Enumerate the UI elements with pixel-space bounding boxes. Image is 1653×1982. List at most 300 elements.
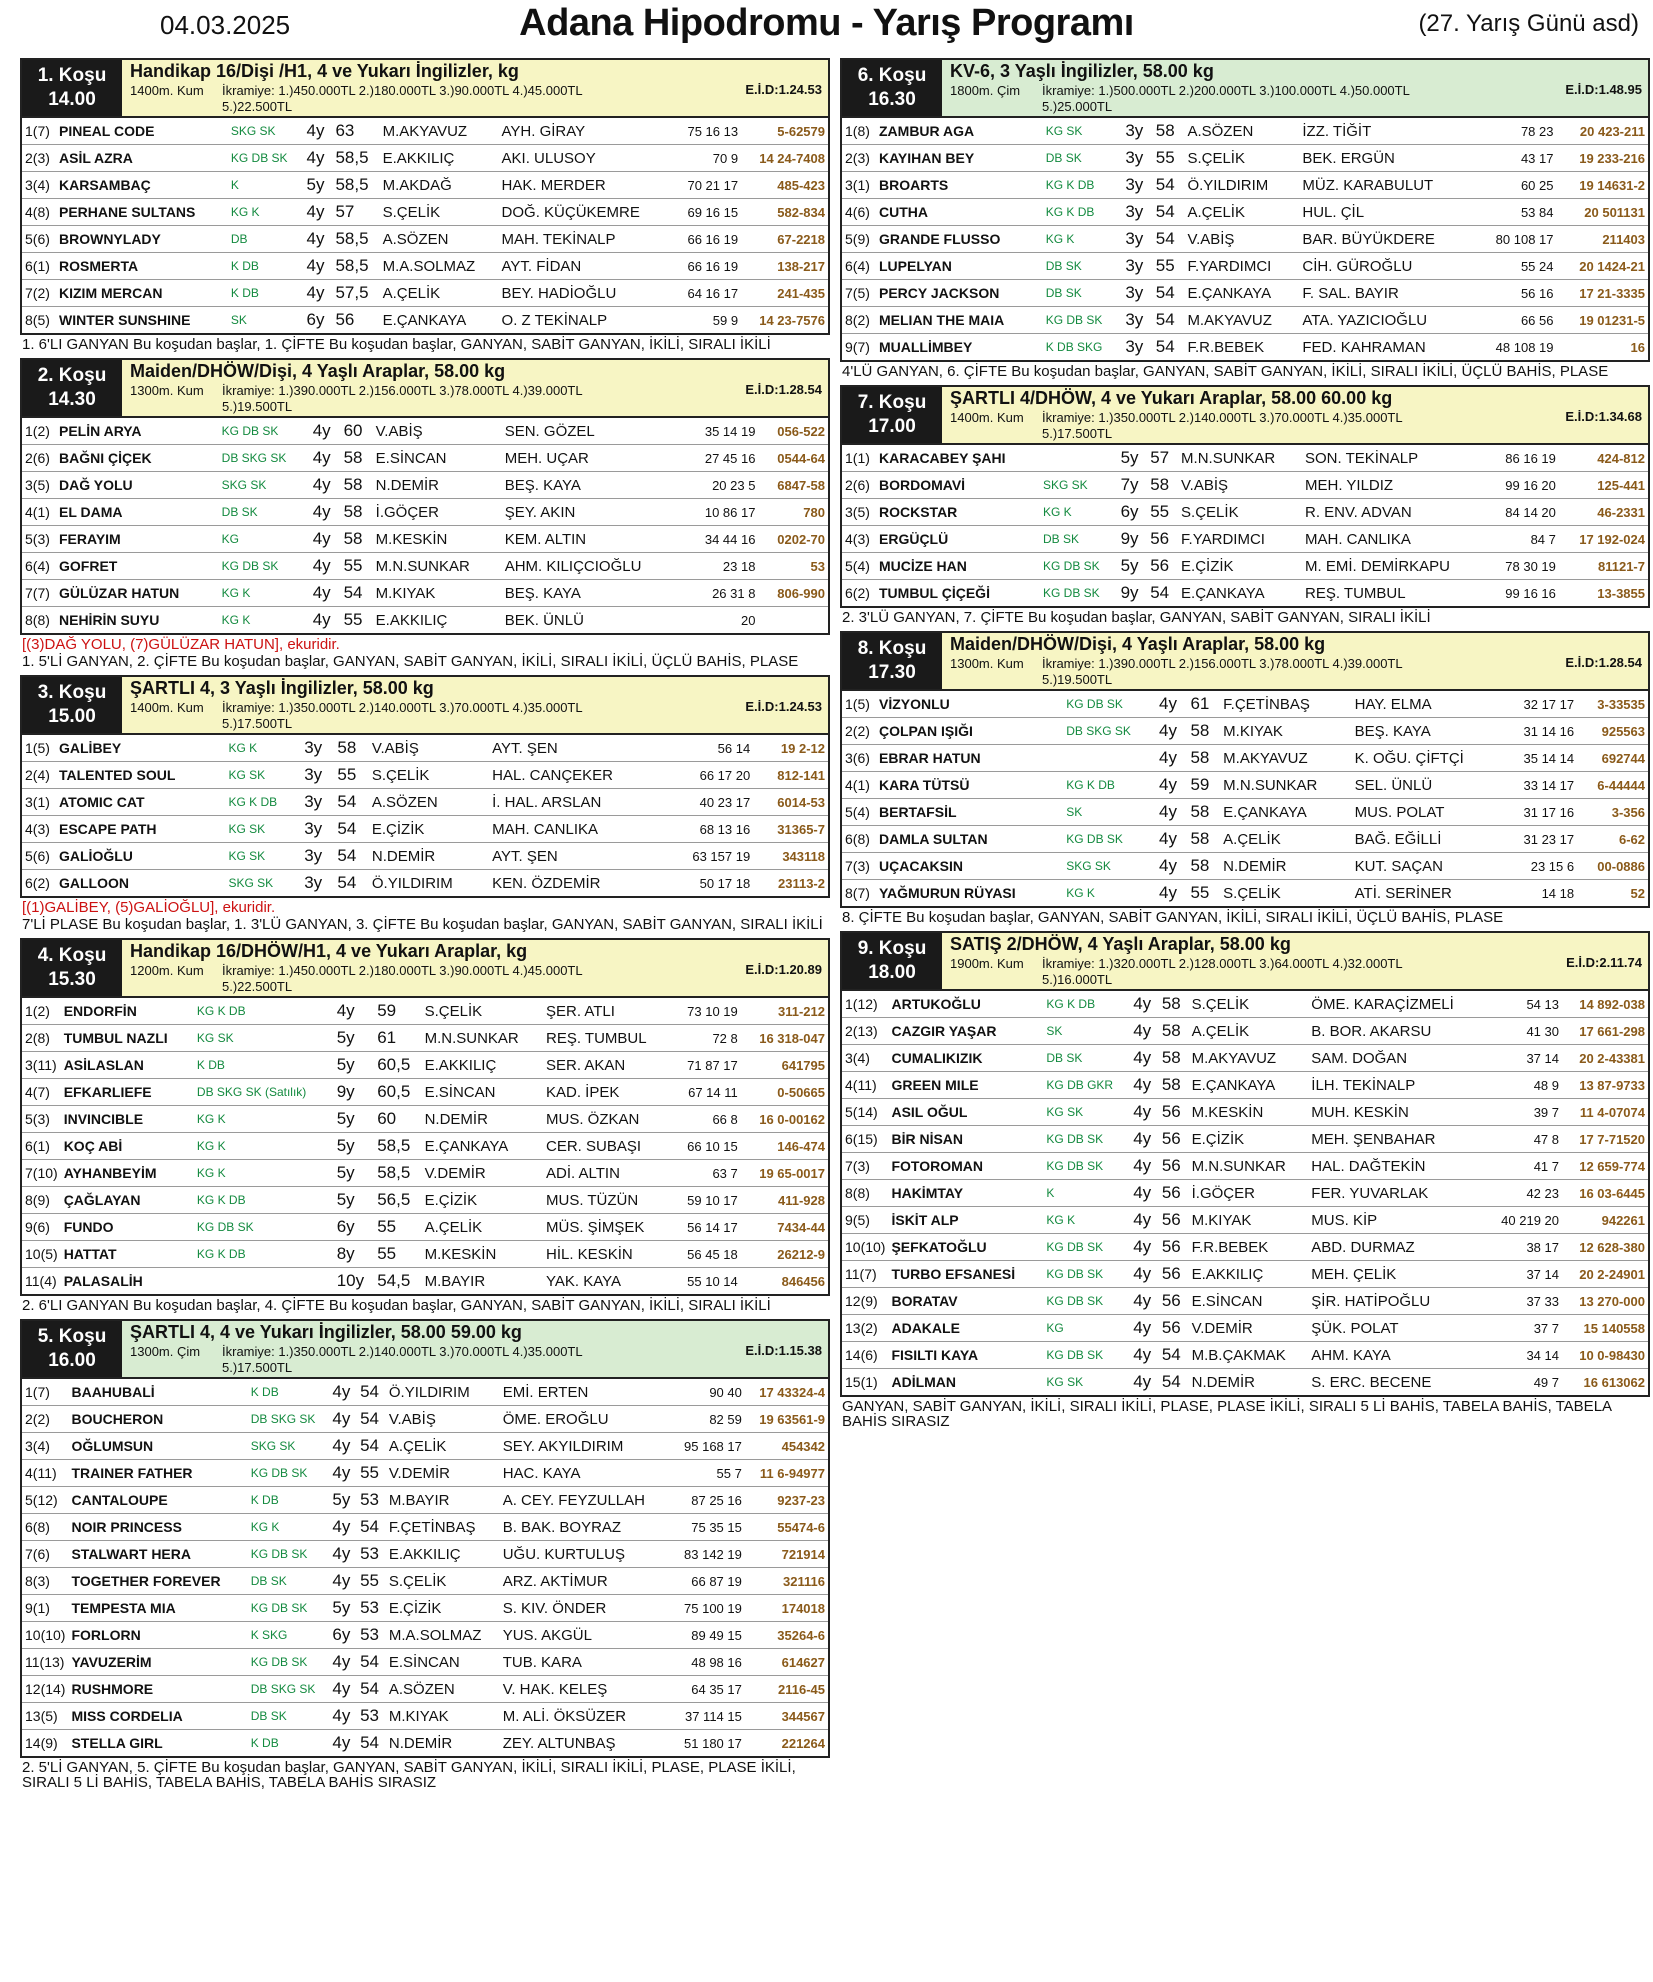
horse-age: 3y — [1122, 172, 1152, 199]
horse-equipment: KG DB SK — [1043, 307, 1123, 334]
race-number-box — [842, 633, 942, 689]
horse-form: 321116 — [745, 1568, 829, 1595]
horse-stats: 90 40 — [671, 1379, 745, 1406]
horse-name: NOIR PRINCESS — [68, 1514, 247, 1541]
horse-number: 6(1) — [21, 253, 56, 280]
horse-form: 6847-58 — [758, 472, 829, 499]
horse-number: 8(5) — [21, 307, 56, 335]
race-number-box — [842, 387, 942, 443]
horse-number: 7(7) — [21, 580, 56, 607]
horse-age: 4y — [310, 553, 341, 580]
horse-stats: 37 33 — [1486, 1288, 1562, 1315]
horse-table — [20, 418, 830, 635]
horse-age: 3y — [301, 816, 334, 843]
jockey-name: A.SÖZEN — [369, 789, 489, 816]
horse-form: 138-217 — [741, 253, 829, 280]
horse-stats: 41 30 — [1486, 1018, 1562, 1045]
jockey-name: E.ÇANKAYA — [1184, 280, 1299, 307]
horse-weight: 58 — [341, 499, 373, 526]
jockey-name: E.AKKILIÇ — [373, 607, 502, 635]
horse-weight: 54 — [334, 870, 369, 898]
race-time: 17.00 — [868, 416, 916, 437]
jockey-name: N.DEMİR — [369, 843, 489, 870]
horse-equipment: KG K — [219, 580, 310, 607]
jockey-name: E.AKKILIÇ — [422, 1052, 543, 1079]
horse-name: CANTALOUPE — [68, 1487, 247, 1514]
horse-weight: 58 — [1187, 718, 1220, 745]
race-number-box — [22, 1321, 122, 1377]
race-time: 14.30 — [48, 389, 96, 410]
horse-form: 81121-7 — [1559, 553, 1649, 580]
race-header — [20, 675, 830, 735]
race-card — [20, 675, 830, 932]
trainer-name: YUS. AKGÜL — [500, 1622, 671, 1649]
jockey-name: A.SÖZEN — [380, 226, 499, 253]
horse-stats: 56 14 — [665, 735, 753, 762]
horse-age: 6y — [334, 1214, 375, 1241]
horse-form: 12 628-380 — [1562, 1234, 1649, 1261]
horse-form: 13-3855 — [1559, 580, 1649, 608]
horse-form: 0-50665 — [741, 1079, 829, 1106]
race-note: 7'Lİ PLASE Bu koşudan başlar, 1. 3'LÜ GANYAN, 3. ÇİFTE Bu koşudan başlar, GANYAN, SABİT GANYAN, SIRALI İKİLİ — [22, 916, 823, 933]
race-prize-extra: 5.)17.500TL — [1042, 426, 1113, 441]
jockey-name: E.ÇİZİK — [369, 816, 489, 843]
horse-stats: 27 45 16 — [686, 445, 759, 472]
horse-age: 3y — [1122, 199, 1152, 226]
horse-age: 5y — [329, 1487, 357, 1514]
horse-stats: 95 168 17 — [671, 1433, 745, 1460]
horse-row — [21, 1106, 829, 1133]
horse-number: 11(7) — [841, 1261, 888, 1288]
jockey-name: M.B.ÇAKMAK — [1189, 1342, 1309, 1369]
race-record: E.İ.D:1.20.89 — [745, 962, 822, 977]
race-record: E.İ.D:1.28.54 — [745, 382, 822, 397]
horse-age: 5y — [329, 1595, 357, 1622]
trainer-name: MUS. KİP — [1308, 1207, 1485, 1234]
horse-weight: 54 — [357, 1649, 386, 1676]
horse-equipment: KG DB SK — [228, 145, 304, 172]
horse-age: 4y — [1130, 1207, 1159, 1234]
horse-weight: 54 — [334, 816, 369, 843]
horse-stats: 84 14 20 — [1489, 499, 1559, 526]
horse-weight: 57 — [1147, 445, 1178, 472]
race-info — [942, 933, 1648, 989]
horse-age: 3y — [1122, 307, 1152, 334]
trainer-name: HAY. ELMA — [1352, 691, 1503, 718]
horse-weight: 54 — [334, 843, 369, 870]
horse-row — [21, 870, 829, 898]
horse-age: 7y — [1118, 472, 1148, 499]
horse-weight: 58 — [1147, 472, 1178, 499]
jockey-name: S.ÇELİK — [386, 1568, 500, 1595]
race-details — [950, 655, 1642, 672]
race-prize-extra: 5.)22.500TL — [222, 99, 293, 114]
horse-name: ROCKSTAR — [876, 499, 1040, 526]
horse-age: 4y — [1156, 718, 1187, 745]
race-note: 1. 5'Lİ GANYAN, 2. ÇİFTE Bu koşudan başlar, GANYAN, SABİT GANYAN, İKİLİ, SIRALI İKİLİ, ÜÇLÜ BAHİS, PLASE — [22, 653, 799, 670]
horse-stats: 64 16 17 — [673, 280, 741, 307]
trainer-name: CER. SUBAŞI — [543, 1133, 672, 1160]
horse-weight: 54 — [357, 1406, 386, 1433]
horse-age: 3y — [301, 843, 334, 870]
horse-equipment: KG DB SK — [1040, 580, 1118, 608]
horse-form: 925563 — [1577, 718, 1649, 745]
race-prize: İkramiye: 1.)350.000TL 2.)140.000TL 3.)70.000TL 4.)35.000TL — [222, 1344, 583, 1359]
horse-equipment: KG DB SK — [248, 1541, 330, 1568]
horse-age: 4y — [310, 418, 341, 445]
trainer-name: REŞ. TUMBUL — [543, 1025, 672, 1052]
horse-age: 4y — [1130, 1018, 1159, 1045]
race-header — [20, 58, 830, 118]
trainer-name: HAK. MERDER — [499, 172, 673, 199]
horse-stats: 66 16 19 — [673, 226, 741, 253]
jockey-name: M.KESKİN — [422, 1241, 543, 1268]
horse-form: 17 192-024 — [1559, 526, 1649, 553]
jockey-name: M.N.SUNKAR — [1220, 772, 1351, 799]
race-card — [20, 938, 830, 1313]
horse-row — [841, 499, 1649, 526]
horse-form: 311-212 — [741, 998, 829, 1025]
jockey-name: E.ÇİZİK — [1189, 1126, 1309, 1153]
horse-number: 1(2) — [21, 418, 56, 445]
horse-form: 780 — [758, 499, 829, 526]
horse-row — [21, 816, 829, 843]
horse-form: 13 270-000 — [1562, 1288, 1649, 1315]
race-prize: İkramiye: 1.)350.000TL 2.)140.000TL 3.)70.000TL 4.)35.000TL — [222, 700, 583, 715]
trainer-name: MAH. CANLIKA — [489, 816, 665, 843]
horse-row — [841, 307, 1649, 334]
jockey-name: V.DEMİR — [422, 1160, 543, 1187]
horse-age: 3y — [301, 762, 334, 789]
horse-equipment: KG — [1043, 1315, 1130, 1342]
horse-age: 5y — [334, 1160, 375, 1187]
jockey-name: E.ÇANKAYA — [1178, 580, 1302, 608]
horse-equipment: KG DB SK — [219, 553, 310, 580]
horse-number: 2(4) — [21, 762, 56, 789]
horse-age: 4y — [329, 1379, 357, 1406]
horse-weight: 58,5 — [332, 226, 379, 253]
jockey-name: F.ÇETİNBAŞ — [1220, 691, 1351, 718]
horse-equipment: K DB SKG — [1043, 334, 1123, 362]
horse-equipment: KG DB SK — [1043, 1234, 1130, 1261]
horse-weight: 54 — [357, 1433, 386, 1460]
horse-name: ASİLASLAN — [61, 1052, 194, 1079]
horse-equipment: KG K DB — [194, 1187, 334, 1214]
race-distance: 1300m. Kum — [130, 383, 204, 398]
horse-form: 16 03-6445 — [1562, 1180, 1649, 1207]
race-info — [122, 360, 828, 416]
horse-weight: 53 — [357, 1541, 386, 1568]
horse-form: 5-62579 — [741, 118, 829, 145]
horse-equipment: DB SKG SK — [248, 1406, 330, 1433]
jockey-name: F.R.BEBEK — [1189, 1234, 1309, 1261]
horse-name: WINTER SUNSHINE — [56, 307, 228, 335]
horse-weight: 53 — [357, 1622, 386, 1649]
horse-number: 4(1) — [21, 499, 56, 526]
jockey-name: S.ÇELİK — [380, 199, 499, 226]
horse-number: 5(12) — [21, 1487, 68, 1514]
race-record: E.İ.D:1.24.53 — [745, 82, 822, 97]
trainer-name: SON. TEKİNALP — [1302, 445, 1489, 472]
jockey-name: V.ABİŞ — [1184, 226, 1299, 253]
race-header — [840, 58, 1650, 118]
horse-name: PINEAL CODE — [56, 118, 228, 145]
horse-age: 4y — [1156, 772, 1187, 799]
race-distance: 1400m. Kum — [130, 700, 204, 715]
jockey-name: S.ÇELİK — [369, 762, 489, 789]
trainer-name: KEN. ÖZDEMİR — [489, 870, 665, 898]
horse-row — [21, 1379, 829, 1406]
horse-number: 7(3) — [841, 1153, 888, 1180]
race-number: 2. Koşu — [37, 365, 107, 386]
jockey-name: E.ÇANKAYA — [1189, 1072, 1309, 1099]
horse-age: 5y — [1118, 553, 1148, 580]
race-header — [20, 358, 830, 418]
race-prize-extra: 5.)19.500TL — [222, 399, 293, 414]
horse-name: YAVUZERİM — [68, 1649, 247, 1676]
horse-stats: 63 7 — [672, 1160, 741, 1187]
trainer-name: AYT. ŞEN — [489, 843, 665, 870]
horse-form: 00-0886 — [1577, 853, 1649, 880]
race-distance: 1400m. Kum — [130, 83, 204, 98]
horse-number: 3(4) — [21, 172, 56, 199]
page-title: Adana Hipodromu - Yarış Programı — [519, 2, 1134, 44]
horse-row — [841, 253, 1649, 280]
jockey-name: A.ÇELİK — [1184, 199, 1299, 226]
horse-row — [841, 1342, 1649, 1369]
horse-form: 14 23-7576 — [741, 307, 829, 335]
horse-weight: 56 — [1159, 1261, 1189, 1288]
trainer-name: S. KIV. ÖNDER — [500, 1595, 671, 1622]
race-record: E.İ.D:1.48.95 — [1565, 82, 1642, 97]
horse-equipment: KG DB SK — [248, 1595, 330, 1622]
horse-age: 9y — [1118, 580, 1148, 608]
horse-row — [21, 1187, 829, 1214]
trainer-name: ADİ. ALTIN — [543, 1160, 672, 1187]
horse-name: PERHANE SULTANS — [56, 199, 228, 226]
race-title: Maiden/DHÖW/Dişi, 4 Yaşlı Araplar, 58.00 kg — [130, 361, 506, 381]
trainer-name: ÖME. EROĞLU — [500, 1406, 671, 1433]
trainer-name: MUS. POLAT — [1352, 799, 1503, 826]
horse-equipment: KG SK — [225, 762, 301, 789]
horse-equipment: SK — [1063, 799, 1156, 826]
horse-row — [841, 880, 1649, 908]
horse-weight: 54 — [1153, 307, 1185, 334]
horse-equipment: KG DB SK — [1043, 1261, 1130, 1288]
horse-equipment — [1040, 445, 1118, 472]
trainer-name: A. CEY. FEYZULLAH — [500, 1487, 671, 1514]
horse-equipment: KG K DB — [1043, 199, 1123, 226]
jockey-name: A.ÇELİK — [386, 1433, 500, 1460]
race-time: 15.30 — [48, 969, 96, 990]
horse-row — [841, 334, 1649, 362]
horse-equipment: KG DB SK — [1043, 1126, 1130, 1153]
horse-row — [21, 1079, 829, 1106]
horse-age: 3y — [1122, 118, 1152, 145]
race-details — [130, 382, 822, 399]
horse-age: 3y — [1122, 145, 1152, 172]
horse-row — [841, 472, 1649, 499]
horse-equipment: DB SK — [1040, 526, 1118, 553]
horse-table — [840, 118, 1650, 362]
horse-equipment: DB SK — [219, 499, 310, 526]
horse-weight: 54 — [1153, 172, 1185, 199]
jockey-name: M.AKYAVUZ — [1189, 1045, 1309, 1072]
horse-form: 12 659-774 — [1562, 1153, 1649, 1180]
horse-stats: 60 25 — [1475, 172, 1556, 199]
trainer-name: MUH. KESKİN — [1308, 1099, 1485, 1126]
horse-age: 4y — [1130, 1315, 1159, 1342]
horse-number: 11(4) — [21, 1268, 61, 1296]
horse-stats: 23 15 6 — [1503, 853, 1577, 880]
horse-stats: 75 16 13 — [673, 118, 741, 145]
trainer-name: FED. KAHRAMAN — [1299, 334, 1475, 362]
horse-form: 125-441 — [1559, 472, 1649, 499]
trainer-name: BAR. BÜYÜKDERE — [1299, 226, 1475, 253]
horse-name: ŞEFKATOĞLU — [888, 1234, 1043, 1261]
jockey-name: E.ÇANKAYA — [422, 1133, 543, 1160]
horse-equipment: KG DB SK — [1063, 691, 1156, 718]
horse-name: HATTAT — [61, 1241, 194, 1268]
horse-row — [841, 553, 1649, 580]
horse-weight: 61 — [1187, 691, 1220, 718]
horse-age: 3y — [1122, 226, 1152, 253]
horse-row — [21, 1025, 829, 1052]
horse-equipment: KG SK — [1043, 1099, 1130, 1126]
horse-form: 424-812 — [1559, 445, 1649, 472]
trainer-name: V. HAK. KELEŞ — [500, 1676, 671, 1703]
horse-row — [21, 1514, 829, 1541]
trainer-name: MÜZ. KARABULUT — [1299, 172, 1475, 199]
horse-stats: 66 17 20 — [665, 762, 753, 789]
race-prize-extra: 5.)17.500TL — [222, 1360, 293, 1375]
horse-stats: 83 142 19 — [671, 1541, 745, 1568]
race-title: SATIŞ 2/DHÖW, 4 Yaşlı Araplar, 58.00 kg — [950, 934, 1291, 954]
horse-number: 2(2) — [841, 718, 876, 745]
horse-form: 454342 — [745, 1433, 829, 1460]
race-time: 17.30 — [868, 662, 916, 683]
jockey-name: E.AKKILIÇ — [380, 145, 499, 172]
horse-row — [21, 1133, 829, 1160]
jockey-name: F.YARDIMCI — [1184, 253, 1299, 280]
horse-age: 5y — [334, 1106, 375, 1133]
horse-stats: 86 16 19 — [1489, 445, 1559, 472]
race-number: 1. Koşu — [37, 65, 107, 86]
horse-number: 1(2) — [21, 998, 61, 1025]
jockey-name: S.ÇELİK — [1189, 991, 1309, 1018]
horse-age: 6y — [329, 1622, 357, 1649]
race-distance: 1800m. Çim — [950, 83, 1021, 98]
horse-age: 4y — [329, 1649, 357, 1676]
jockey-name: E.SİNCAN — [386, 1649, 500, 1676]
race-note: GANYAN, SABİT GANYAN, İKİLİ, SIRALI İKİLİ, PLASE, PLASE İKİLİ, SIRALI 5 Lİ BAHİS, TABELA BAHİS, TABELA BAHİS SIRASIZ — [842, 1398, 1612, 1430]
race-header — [840, 385, 1650, 445]
race-info — [942, 633, 1648, 689]
horse-stats: 23 18 — [686, 553, 759, 580]
horse-equipment: KG K DB — [194, 998, 334, 1025]
horse-row — [21, 1487, 829, 1514]
jockey-name: E.ÇİZİK — [386, 1595, 500, 1622]
horse-row — [841, 772, 1649, 799]
race-record: E.İ.D:1.34.68 — [1565, 409, 1642, 424]
horse-weight: 58 — [1159, 1045, 1189, 1072]
horse-name: MUCİZE HAN — [876, 553, 1040, 580]
horse-equipment: KG K DB — [1063, 772, 1156, 799]
horse-name: CUTHA — [876, 199, 1043, 226]
race-day-label: (27. Yarış Günü asd) — [1418, 10, 1639, 37]
horse-form: 174018 — [745, 1595, 829, 1622]
jockey-name: E.AKKILIÇ — [1189, 1261, 1309, 1288]
horse-form: 344567 — [745, 1703, 829, 1730]
horse-stats: 53 84 — [1475, 199, 1556, 226]
trainer-name: BEK. ERGÜN — [1299, 145, 1475, 172]
horse-form: 17 661-298 — [1562, 1018, 1649, 1045]
horse-age: 4y — [1156, 826, 1187, 853]
horse-name: GRANDE FLUSSO — [876, 226, 1043, 253]
horse-age: 4y — [1156, 745, 1187, 772]
horse-age: 3y — [301, 735, 334, 762]
horse-equipment: KG K — [1043, 226, 1123, 253]
horse-row — [21, 1622, 829, 1649]
horse-weight: 58 — [1187, 826, 1220, 853]
race-note: 2. 5'Lİ GANYAN, 5. ÇİFTE Bu koşudan başlar, GANYAN, SABİT GANYAN, İKİLİ, SIRALI İKİLİ, PLASE, PLASE İKİLİ, SIRALI 5 Lİ BAHİS, TABELA BAHİS, TABELA BAHİS SIRASIZ — [22, 1759, 796, 1791]
horse-name: GALLOON — [56, 870, 225, 898]
jockey-name: Ö.YILDIRIM — [1184, 172, 1299, 199]
horse-name: ÇOLPAN IŞIĞI — [876, 718, 1063, 745]
race-info — [122, 60, 828, 116]
horse-age: 4y — [1130, 1072, 1159, 1099]
horse-equipment: DB SKG SK — [1063, 718, 1156, 745]
horse-name: HAKİMTAY — [888, 1180, 1043, 1207]
horse-row — [841, 580, 1649, 608]
jockey-name: E.SİNCAN — [373, 445, 502, 472]
horse-weight: 56 — [1147, 526, 1178, 553]
trainer-name: UĞU. KURTULUŞ — [500, 1541, 671, 1568]
horse-weight: 56 — [332, 307, 379, 335]
race-header — [840, 931, 1650, 991]
horse-age: 4y — [334, 998, 375, 1025]
horse-number: 9(7) — [841, 334, 876, 362]
horse-equipment: KG K DB — [225, 789, 301, 816]
horse-weight: 58 — [1159, 1072, 1189, 1099]
horse-row — [841, 445, 1649, 472]
horse-form — [758, 607, 829, 635]
jockey-name: M.AKYAVUZ — [1220, 745, 1351, 772]
horse-form: 20 423-211 — [1557, 118, 1650, 145]
trainer-name: DOĞ. KÜÇÜKEMRE — [499, 199, 673, 226]
horse-stats: 89 49 15 — [671, 1622, 745, 1649]
horse-age: 4y — [310, 499, 341, 526]
trainer-name: SEN. GÖZEL — [502, 418, 686, 445]
horse-form: 16 318-047 — [741, 1025, 829, 1052]
trainer-name: ŞER. ATLI — [543, 998, 672, 1025]
jockey-name: M.AKDAĞ — [380, 172, 499, 199]
horse-form: 26212-9 — [741, 1241, 829, 1268]
horse-age: 4y — [304, 145, 333, 172]
horse-table — [20, 998, 830, 1296]
horse-number: 7(10) — [21, 1160, 61, 1187]
horse-equipment: KG DB SK — [1043, 1342, 1130, 1369]
horse-weight: 58 — [334, 735, 369, 762]
trainer-name: K. OĞU. ÇİFTÇİ — [1352, 745, 1503, 772]
horse-age: 3y — [1122, 280, 1152, 307]
horse-number: 12(14) — [21, 1676, 68, 1703]
horse-equipment: DB SK — [248, 1703, 330, 1730]
horse-name: BERTAFSİL — [876, 799, 1063, 826]
horse-name: AYHANBEYİM — [61, 1160, 194, 1187]
horse-form: 582-834 — [741, 199, 829, 226]
horse-number: 11(13) — [21, 1649, 68, 1676]
